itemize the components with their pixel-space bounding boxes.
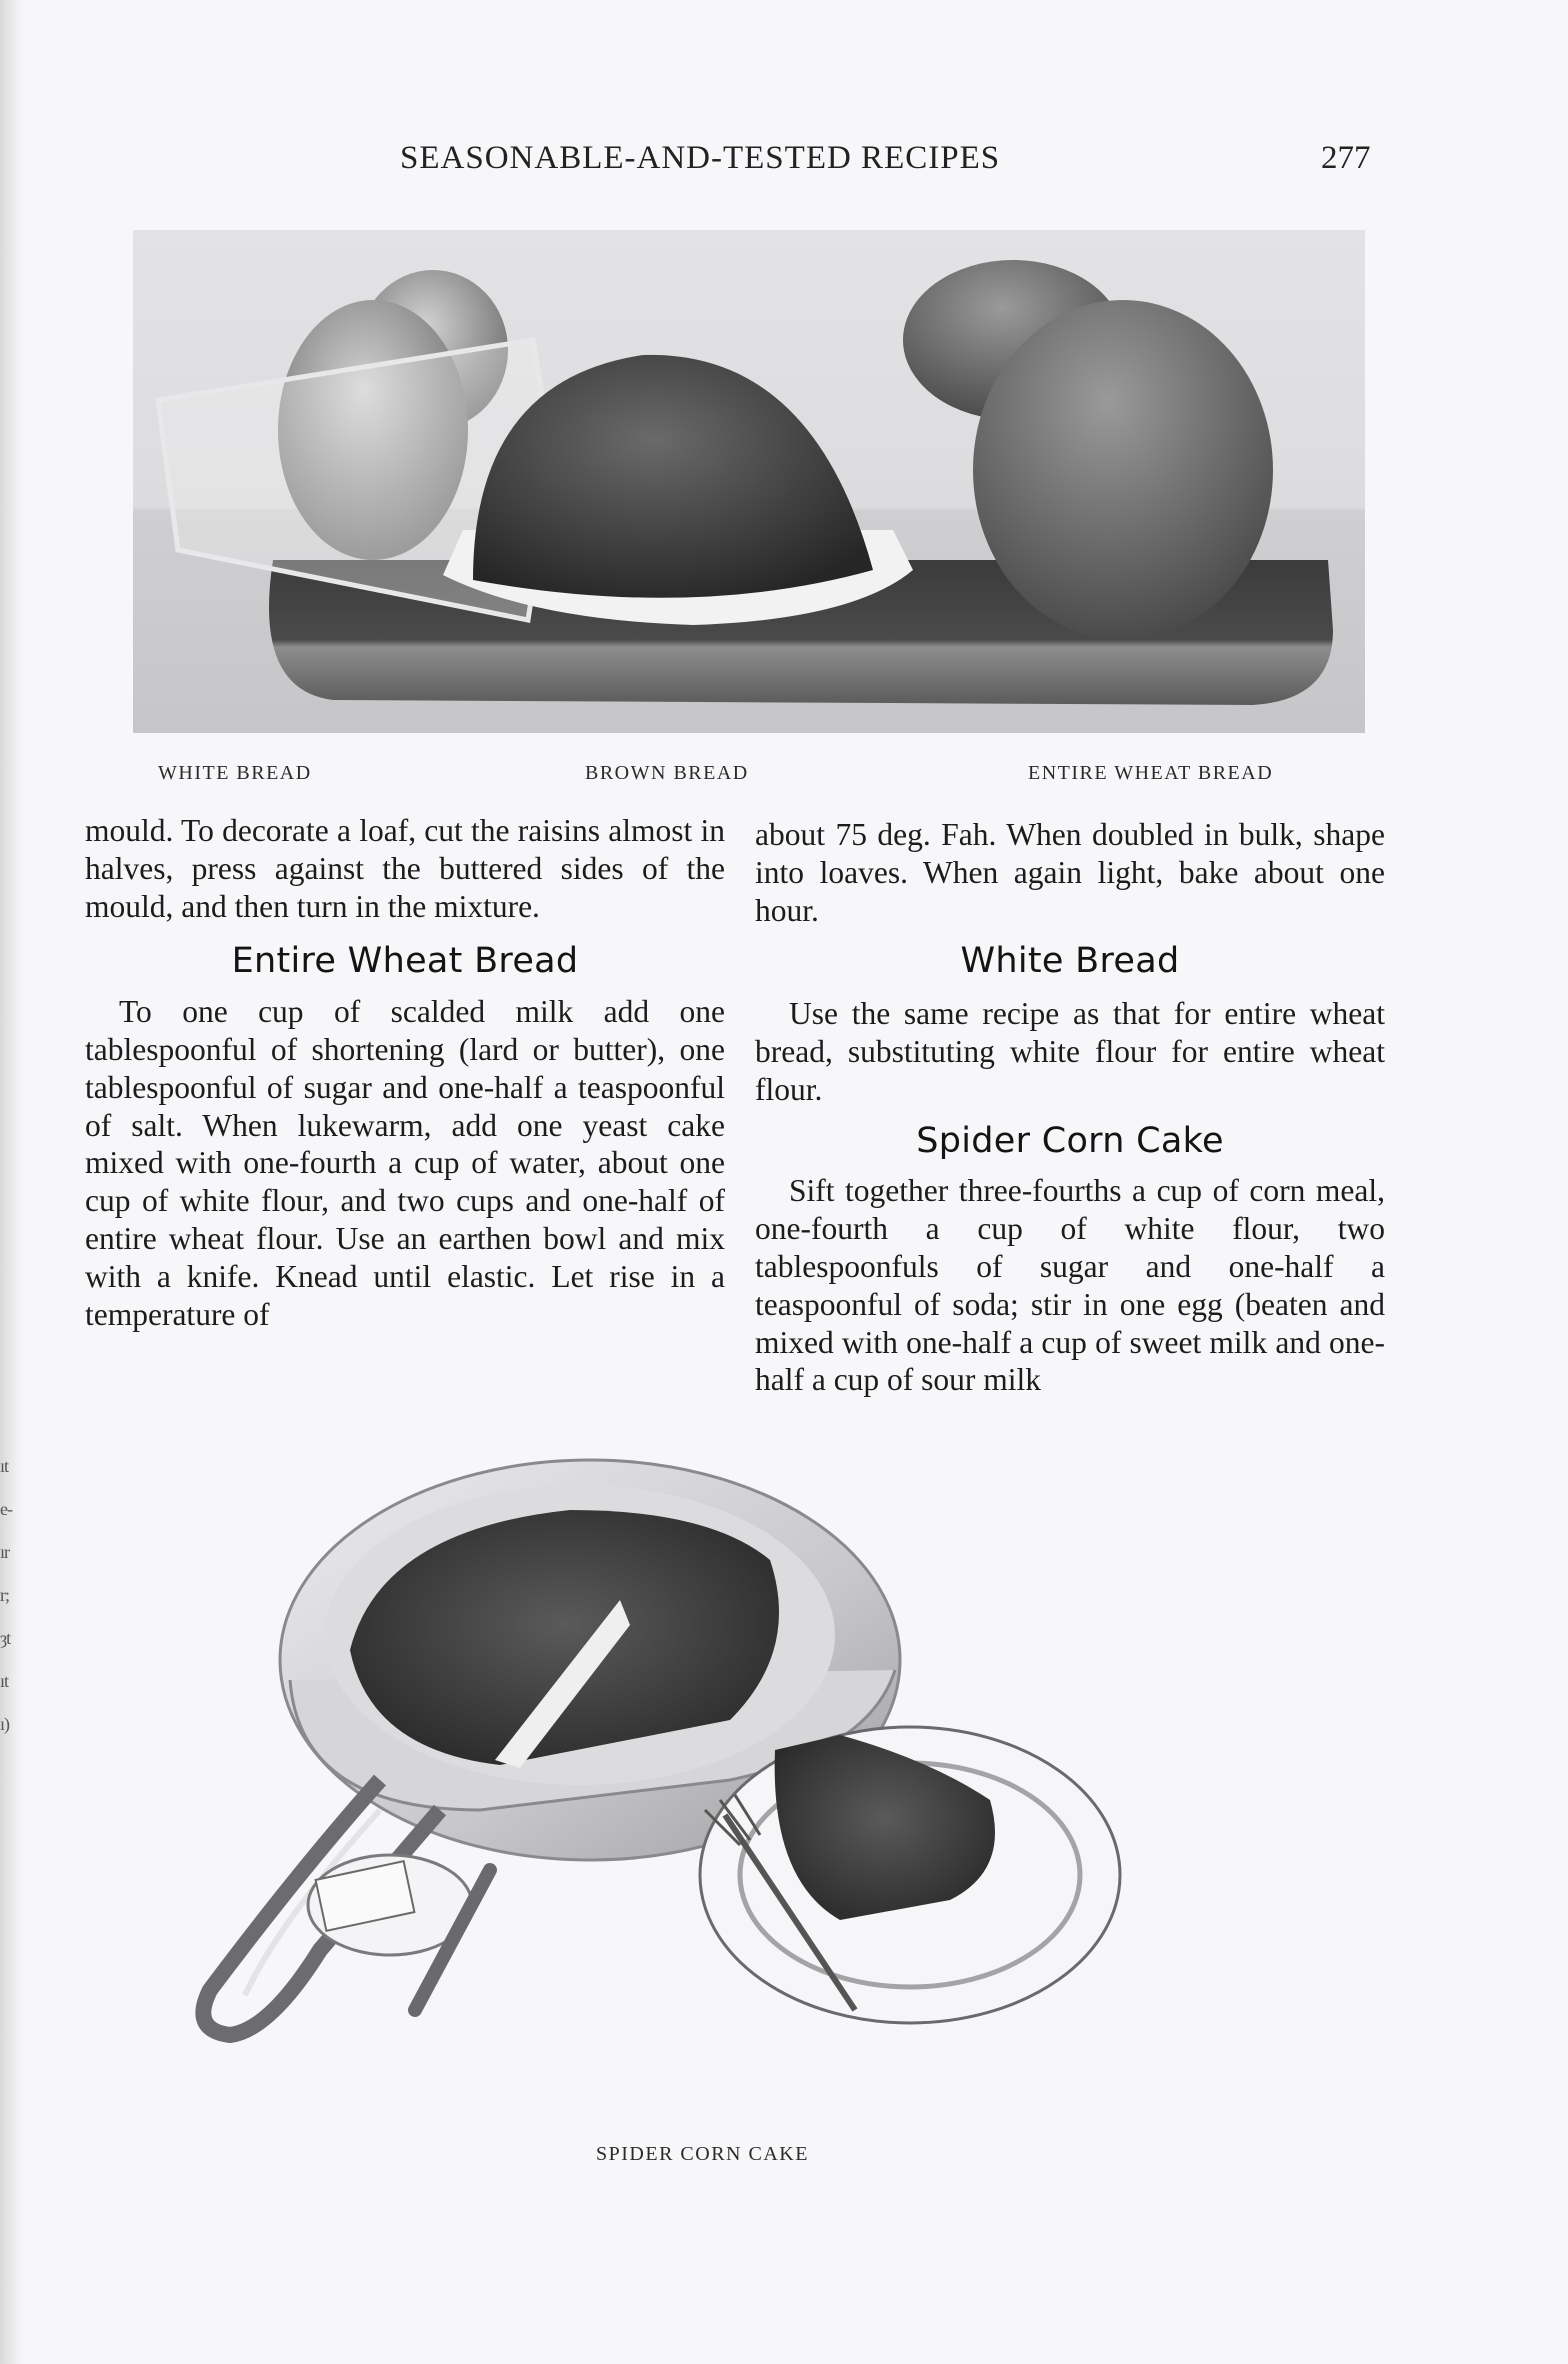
bleed-mark: ıt [0, 1456, 9, 1476]
facing-page-gutter [0, 0, 22, 2364]
bleed-mark: ır [0, 1542, 9, 1562]
heading-white-bread: White Bread [960, 941, 1180, 982]
bread-photograph [133, 230, 1365, 733]
right-text-column [755, 816, 1385, 1399]
continued-paragraph: mould. To decorate a loaf, cut the raisins almost in halves, press against the buttered sides of the mould, and then turn in the mixture. [85, 813, 725, 924]
running-head: SEASONABLE-AND-TESTED RECIPES [400, 140, 1001, 176]
continued-paragraph: about 75 deg. Fah. When doubled in bulk, shape into loaves. When again light, bake about one hour. [755, 817, 1385, 928]
bleed-mark: r; [0, 1585, 9, 1605]
white-bread-recipe: Use the same recipe as that for entire wheat bread, substituting white flour for entire wheat flour. [755, 996, 1385, 1107]
bleed-mark: ı) [0, 1714, 9, 1734]
spider-corn-cake-recipe: Sift together three-fourths a cup of corn meal, one-fourth a cup of white flour, two tablespoonfuls of sugar and one-half a teaspoonful of soda; stir in one egg (beaten and mixed with one-half a cup of sweet milk and one-half a cup of sour milk [755, 1173, 1385, 1398]
bleed-mark: ıt [0, 1671, 9, 1691]
facing-page-bleed-text [0, 1445, 24, 1746]
caption-white-bread: WHITE BREAD [158, 762, 312, 784]
caption-spider-corn-cake: SPIDER CORN CAKE [596, 2143, 809, 2165]
skillet-illustration [150, 1450, 1400, 2070]
page-number: 277 [1321, 140, 1371, 176]
heading-spider-corn-cake: Spider Corn Cake [916, 1120, 1224, 1161]
spider-corn-cake-photograph [150, 1450, 1400, 2070]
bleed-mark: ȝt [0, 1628, 11, 1648]
left-text-column [85, 812, 725, 1333]
entire-wheat-bread-recipe: To one cup of scalded milk add one tablespoonful of shortening (lard or butter), one tablespoonful of sugar and one-half a teaspoonful of salt. When lukewarm, add one yeast cake mixed with one-fourth a cup of water, about one cup of white flour, and two cups and one-half of entire wheat flour. Use an earthen bowl and mix with a knife. Knead until elastic. Let rise in a temperature of [85, 994, 725, 1332]
bread-illustration [133, 230, 1365, 733]
caption-entire-wheat-bread: ENTIRE WHEAT BREAD [1028, 762, 1274, 784]
caption-brown-bread: BROWN BREAD [585, 762, 749, 784]
heading-entire-wheat-bread: Entire Wheat Bread [231, 941, 579, 982]
bleed-mark: e- [0, 1499, 12, 1519]
